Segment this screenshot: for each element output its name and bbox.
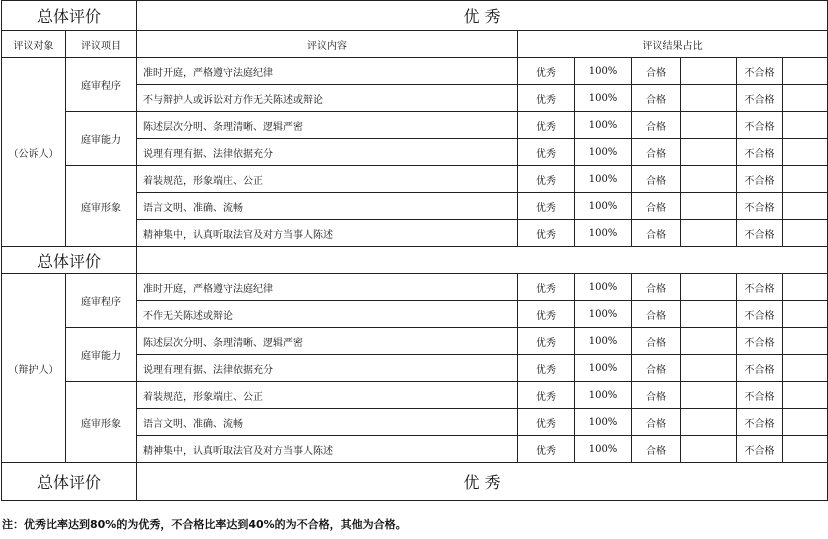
evaluation-item: 庭审程序 [66, 58, 137, 112]
grade-pass-percent [681, 112, 737, 139]
grade-pass-percent [681, 382, 737, 409]
grade-fail-percent [783, 328, 828, 355]
evaluation-content: 不作无关陈述或辩论 [137, 301, 518, 328]
evaluation-content: 说理有理有据、法律依据充分 [137, 355, 518, 382]
grade-percent: 100% [575, 382, 632, 409]
evaluation-content: 着装规范，形象端庄、公正 [137, 166, 518, 193]
grade-fail: 不合格 [737, 166, 783, 193]
grade-percent: 100% [575, 58, 632, 85]
evaluation-content: 陈述层次分明、条理清晰、逻辑严密 [137, 328, 518, 355]
grade-pass-percent [681, 220, 737, 247]
grade-excellent: 优秀 [518, 355, 575, 382]
grade-pass: 合格 [632, 328, 681, 355]
grade-fail-percent [783, 220, 828, 247]
evaluation-content: 说理有理有据、法律依据充分 [137, 139, 518, 166]
table-row [2, 382, 828, 409]
grade-pass: 合格 [632, 301, 681, 328]
evaluation-table [1, 0, 828, 501]
evaluation-item: 庭审能力 [66, 112, 137, 166]
grade-fail: 不合格 [737, 58, 783, 85]
grade-fail: 不合格 [737, 382, 783, 409]
evaluation-item: 庭审能力 [66, 328, 137, 382]
grade-fail-percent [783, 85, 828, 112]
evaluation-item: 庭审形象 [66, 382, 137, 463]
grade-fail: 不合格 [737, 139, 783, 166]
footnote: 注：优秀比率达到80%的为优秀，不合格比率达到40%的为不合格，其他为合格。 [2, 518, 407, 531]
grade-pass: 合格 [632, 382, 681, 409]
grade-fail-percent [783, 166, 828, 193]
grade-pass-percent [681, 166, 737, 193]
grade-fail: 不合格 [737, 301, 783, 328]
grade-fail: 不合格 [737, 436, 783, 463]
grade-excellent: 优秀 [518, 58, 575, 85]
grade-pass: 合格 [632, 355, 681, 382]
grade-pass-percent [681, 436, 737, 463]
grade-percent: 100% [575, 139, 632, 166]
grade-pass-percent [681, 58, 737, 85]
bottom-overall-label: 总体评价 [2, 463, 137, 501]
table-row [2, 112, 828, 139]
grade-fail-percent [783, 301, 828, 328]
grade-pass: 合格 [632, 436, 681, 463]
group-defender [2, 274, 828, 463]
grade-fail-percent [783, 274, 828, 301]
evaluation-content: 准时开庭，严格遵守法庭纪律 [137, 58, 518, 85]
grade-fail-percent [783, 112, 828, 139]
bottom-overall-value: 优 秀 [137, 463, 828, 501]
evaluation-content: 精神集中，认真听取法官及对方当事人陈述 [137, 436, 518, 463]
evaluation-object: （公诉人） [2, 58, 66, 247]
grade-pass: 合格 [632, 139, 681, 166]
grade-percent: 100% [575, 220, 632, 247]
evaluation-content: 精神集中，认真听取法官及对方当事人陈述 [137, 220, 518, 247]
table-row [2, 58, 828, 85]
grade-fail-percent [783, 58, 828, 85]
grade-fail-percent [783, 193, 828, 220]
grade-percent: 100% [575, 409, 632, 436]
grade-percent: 100% [575, 328, 632, 355]
grade-excellent: 优秀 [518, 220, 575, 247]
grade-percent: 100% [575, 112, 632, 139]
grade-pass-percent [681, 301, 737, 328]
grade-fail-percent [783, 436, 828, 463]
table-row [2, 166, 828, 193]
grade-pass: 合格 [632, 409, 681, 436]
bottom-summary-row [2, 463, 828, 501]
grade-pass-percent [681, 85, 737, 112]
top-summary-row [2, 1, 828, 31]
grade-fail-percent [783, 139, 828, 166]
grade-excellent: 优秀 [518, 139, 575, 166]
grade-excellent: 优秀 [518, 193, 575, 220]
grade-pass-percent [681, 274, 737, 301]
grade-pass-percent [681, 139, 737, 166]
grade-fail: 不合格 [737, 328, 783, 355]
grade-pass: 合格 [632, 112, 681, 139]
grade-pass: 合格 [632, 85, 681, 112]
grade-pass: 合格 [632, 193, 681, 220]
evaluation-content: 不与辩护人或诉讼对方作无关陈述或辩论 [137, 85, 518, 112]
grade-excellent: 优秀 [518, 382, 575, 409]
group-prosecutor [2, 58, 828, 247]
top-overall-label: 总体评价 [2, 1, 137, 31]
evaluation-content: 准时开庭，严格遵守法庭纪律 [137, 274, 518, 301]
evaluation-item: 庭审形象 [66, 166, 137, 247]
grade-excellent: 优秀 [518, 328, 575, 355]
evaluation-item: 庭审程序 [66, 274, 137, 328]
grade-pass-percent [681, 409, 737, 436]
grade-percent: 100% [575, 85, 632, 112]
header-object: 评议对象 [2, 31, 66, 58]
evaluation-content: 着装规范，形象端庄、公正 [137, 382, 518, 409]
grade-pass: 合格 [632, 166, 681, 193]
grade-fail: 不合格 [737, 355, 783, 382]
middle-overall-value [137, 247, 828, 274]
grade-fail: 不合格 [737, 85, 783, 112]
grade-percent: 100% [575, 355, 632, 382]
evaluation-content: 语言文明、准确、流畅 [137, 193, 518, 220]
top-overall-value: 优 秀 [137, 1, 828, 31]
grade-excellent: 优秀 [518, 112, 575, 139]
grade-excellent: 优秀 [518, 166, 575, 193]
grade-pass: 合格 [632, 58, 681, 85]
grade-excellent: 优秀 [518, 301, 575, 328]
grade-percent: 100% [575, 301, 632, 328]
grade-percent: 100% [575, 193, 632, 220]
header-row [2, 31, 828, 58]
header-content: 评议内容 [137, 31, 518, 58]
table-row [2, 274, 828, 301]
grade-fail: 不合格 [737, 220, 783, 247]
grade-fail: 不合格 [737, 112, 783, 139]
table-row [2, 328, 828, 355]
evaluation-content: 陈述层次分明、条理清晰、逻辑严密 [137, 112, 518, 139]
grade-fail: 不合格 [737, 409, 783, 436]
grade-pass-percent [681, 193, 737, 220]
grade-percent: 100% [575, 436, 632, 463]
grade-fail-percent [783, 382, 828, 409]
grade-pass: 合格 [632, 274, 681, 301]
grade-pass: 合格 [632, 220, 681, 247]
grade-fail: 不合格 [737, 274, 783, 301]
evaluation-object: （辩护人） [2, 274, 66, 463]
grade-fail-percent [783, 409, 828, 436]
grade-fail-percent [783, 355, 828, 382]
grade-excellent: 优秀 [518, 85, 575, 112]
grade-excellent: 优秀 [518, 409, 575, 436]
grade-excellent: 优秀 [518, 274, 575, 301]
grade-fail: 不合格 [737, 193, 783, 220]
grade-excellent: 优秀 [518, 436, 575, 463]
header-item: 评议项目 [66, 31, 137, 58]
header-ratio: 评议结果占比 [518, 31, 828, 58]
evaluation-content: 语言文明、准确、流畅 [137, 409, 518, 436]
grade-percent: 100% [575, 274, 632, 301]
grade-pass-percent [681, 355, 737, 382]
grade-percent: 100% [575, 166, 632, 193]
grade-pass-percent [681, 328, 737, 355]
middle-overall-label: 总体评价 [2, 247, 137, 274]
middle-summary-row [2, 247, 828, 274]
